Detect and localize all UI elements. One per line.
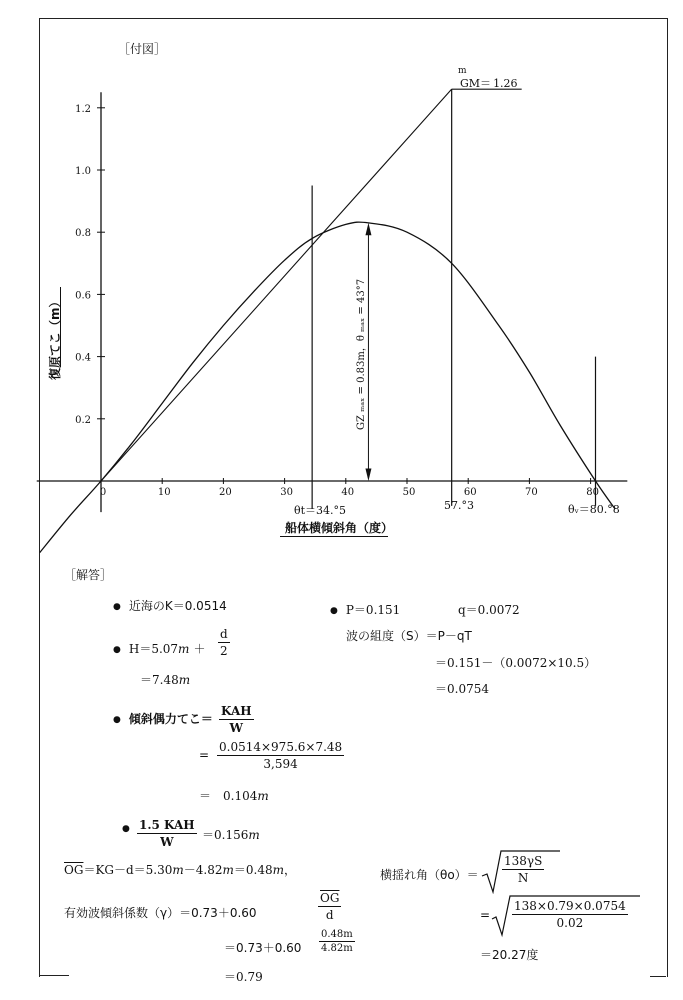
ratio-fraction: [137, 818, 197, 849]
theta-v-label: θᵥ＝80.°8: [568, 503, 620, 516]
x-tick-label: 80: [586, 487, 599, 498]
gamma-frac-den: d: [325, 908, 334, 922]
h-unit: m: [178, 642, 190, 656]
og-unit-3: m: [272, 863, 285, 877]
gamma-frac2-num: 0.48m: [321, 929, 353, 940]
roll-result: ＝20.27度: [480, 948, 539, 962]
y-tick-label: 0.8: [75, 228, 91, 240]
x-tick-label: 50: [402, 487, 416, 498]
ratio-result-value: ＝0.156: [202, 828, 249, 842]
heel-frac-den: W: [229, 721, 244, 735]
h-result-unit: m: [178, 673, 191, 687]
gamma-frac2-den: 4.82m: [321, 943, 353, 954]
heel-result: [199, 787, 269, 804]
k-line: ● 近海のK＝0.0514: [113, 597, 227, 614]
og-comma: ，: [284, 863, 297, 877]
roll-calc-eq: =: [480, 908, 491, 922]
ratio-frac-num: 1.5 KAH: [139, 818, 195, 832]
roll-fraction: [502, 854, 544, 885]
gz-max-annotation: GZ ₘₐₓ = 0.83m，θ ₘₐₓ = 43°7: [356, 278, 367, 430]
s-result: ＝0.0754: [435, 682, 489, 696]
chart-curves: [40, 89, 615, 552]
p-line: ● P＝0.151: [330, 601, 400, 618]
gz-max-arrow-head-bottom: [365, 469, 371, 481]
og-rest: ＝KG－d＝5.30: [83, 863, 173, 877]
heel-calc-eq: =: [199, 748, 210, 762]
theta-573-label: 57.°3: [444, 499, 474, 512]
chart-ticks: [75, 104, 599, 498]
roll-frac-num: 138γS: [504, 854, 543, 868]
answer-label: ［解答］: [64, 568, 113, 582]
heel-label: ● 傾斜偶力てこ＝: [113, 710, 213, 727]
gm-value: 1.26: [493, 77, 518, 90]
x-tick-label: 30: [280, 487, 293, 498]
gm-label-text: GM＝: [460, 77, 492, 90]
heel-calc-den: 3,594: [263, 757, 298, 771]
frame-corner-right: [650, 968, 666, 977]
h-line: [113, 640, 205, 657]
ratio-bullet: ●: [122, 824, 130, 834]
heel-frac-num: KAH: [221, 704, 252, 718]
ratio-frac-den: W: [160, 835, 174, 849]
x-tick-label: 70: [525, 487, 538, 498]
og-unit-1: m: [172, 863, 184, 877]
y-tick-label: 0.6: [75, 290, 91, 302]
y-axis-label-arrow: [60, 287, 61, 367]
h-frac-num: d: [220, 627, 228, 641]
y-tick-label: 0.4: [75, 352, 91, 364]
h-plus: ＋: [193, 642, 206, 656]
x-tick-label: 40: [341, 487, 355, 498]
og-unit-2: m: [222, 863, 234, 877]
ratio-result-unit: m: [248, 828, 260, 842]
y-tick-label: 1.0: [75, 166, 91, 177]
gamma-result: ＝0.79: [224, 970, 263, 984]
h-frac-den: 2: [220, 644, 228, 658]
gamma-fraction: [318, 891, 341, 922]
gamma-line2: ＝0.73＋0.60: [224, 941, 302, 955]
x-tick-label: 0: [99, 487, 107, 498]
x-axis-label-arrow: [280, 536, 388, 537]
heel-calc-fraction: [217, 740, 344, 771]
chart-axes: [37, 92, 628, 512]
gm-label: [460, 75, 518, 91]
h-fraction: [218, 627, 230, 658]
heel-result-value: ＝ 0.104: [199, 789, 258, 803]
og-label: $\overline{OG}$: [64, 863, 84, 877]
s-calc: ＝0.151－（0.0072×10.5）: [435, 656, 597, 670]
heel-calc-num: 0.0514×975.6×7.48: [219, 740, 343, 754]
gz-max-arrow-head-top: [365, 223, 371, 235]
x-tick-label: 20: [219, 487, 232, 498]
gamma-fraction-2: [319, 929, 355, 954]
gm-tangent-line: [101, 89, 452, 481]
ratio-result: [202, 826, 260, 843]
h-result-value: ＝7.48: [140, 673, 179, 687]
heel-fraction: [219, 704, 254, 735]
frame-corner-left: [39, 975, 69, 976]
h-line-a: H＝5.07: [128, 642, 179, 656]
heel-result-unit: m: [257, 789, 269, 803]
og-minus: －4.82: [183, 863, 223, 877]
s-line: 波の組度（S）＝P－qT: [346, 629, 472, 643]
y-axis-label: 復原てこ（m）: [48, 295, 62, 380]
gamma-label: 有効波傾斜係数（γ）＝0.73＋0.60: [64, 906, 257, 920]
y-tick-label: 0.2: [75, 414, 91, 426]
x-tick-label: 10: [157, 487, 171, 498]
figure-label: ［付図］: [118, 42, 167, 56]
y-tick-label: 1.2: [75, 103, 91, 115]
theta-t-label: θt＝34.°5: [294, 504, 347, 517]
x-axis-label: 船体横傾斜角（度）: [285, 521, 394, 535]
gm-unit: m: [458, 66, 467, 76]
roll-calc-den: 0.02: [556, 916, 584, 930]
q-line: q＝0.0072: [458, 603, 520, 617]
roll-frac-den: N: [517, 871, 529, 885]
h-result: [140, 671, 190, 688]
og-line: [64, 861, 296, 878]
x-tick-label: 60: [463, 487, 477, 498]
gamma-frac-num: $\overline{OG}$: [320, 891, 340, 905]
roll-calc-fraction: [512, 899, 628, 930]
roll-calc-num: 138×0.79×0.0754: [514, 899, 626, 913]
og-eq: ＝0.48: [233, 863, 273, 877]
roll-label: 横揺れ角（θo）＝: [380, 868, 479, 882]
